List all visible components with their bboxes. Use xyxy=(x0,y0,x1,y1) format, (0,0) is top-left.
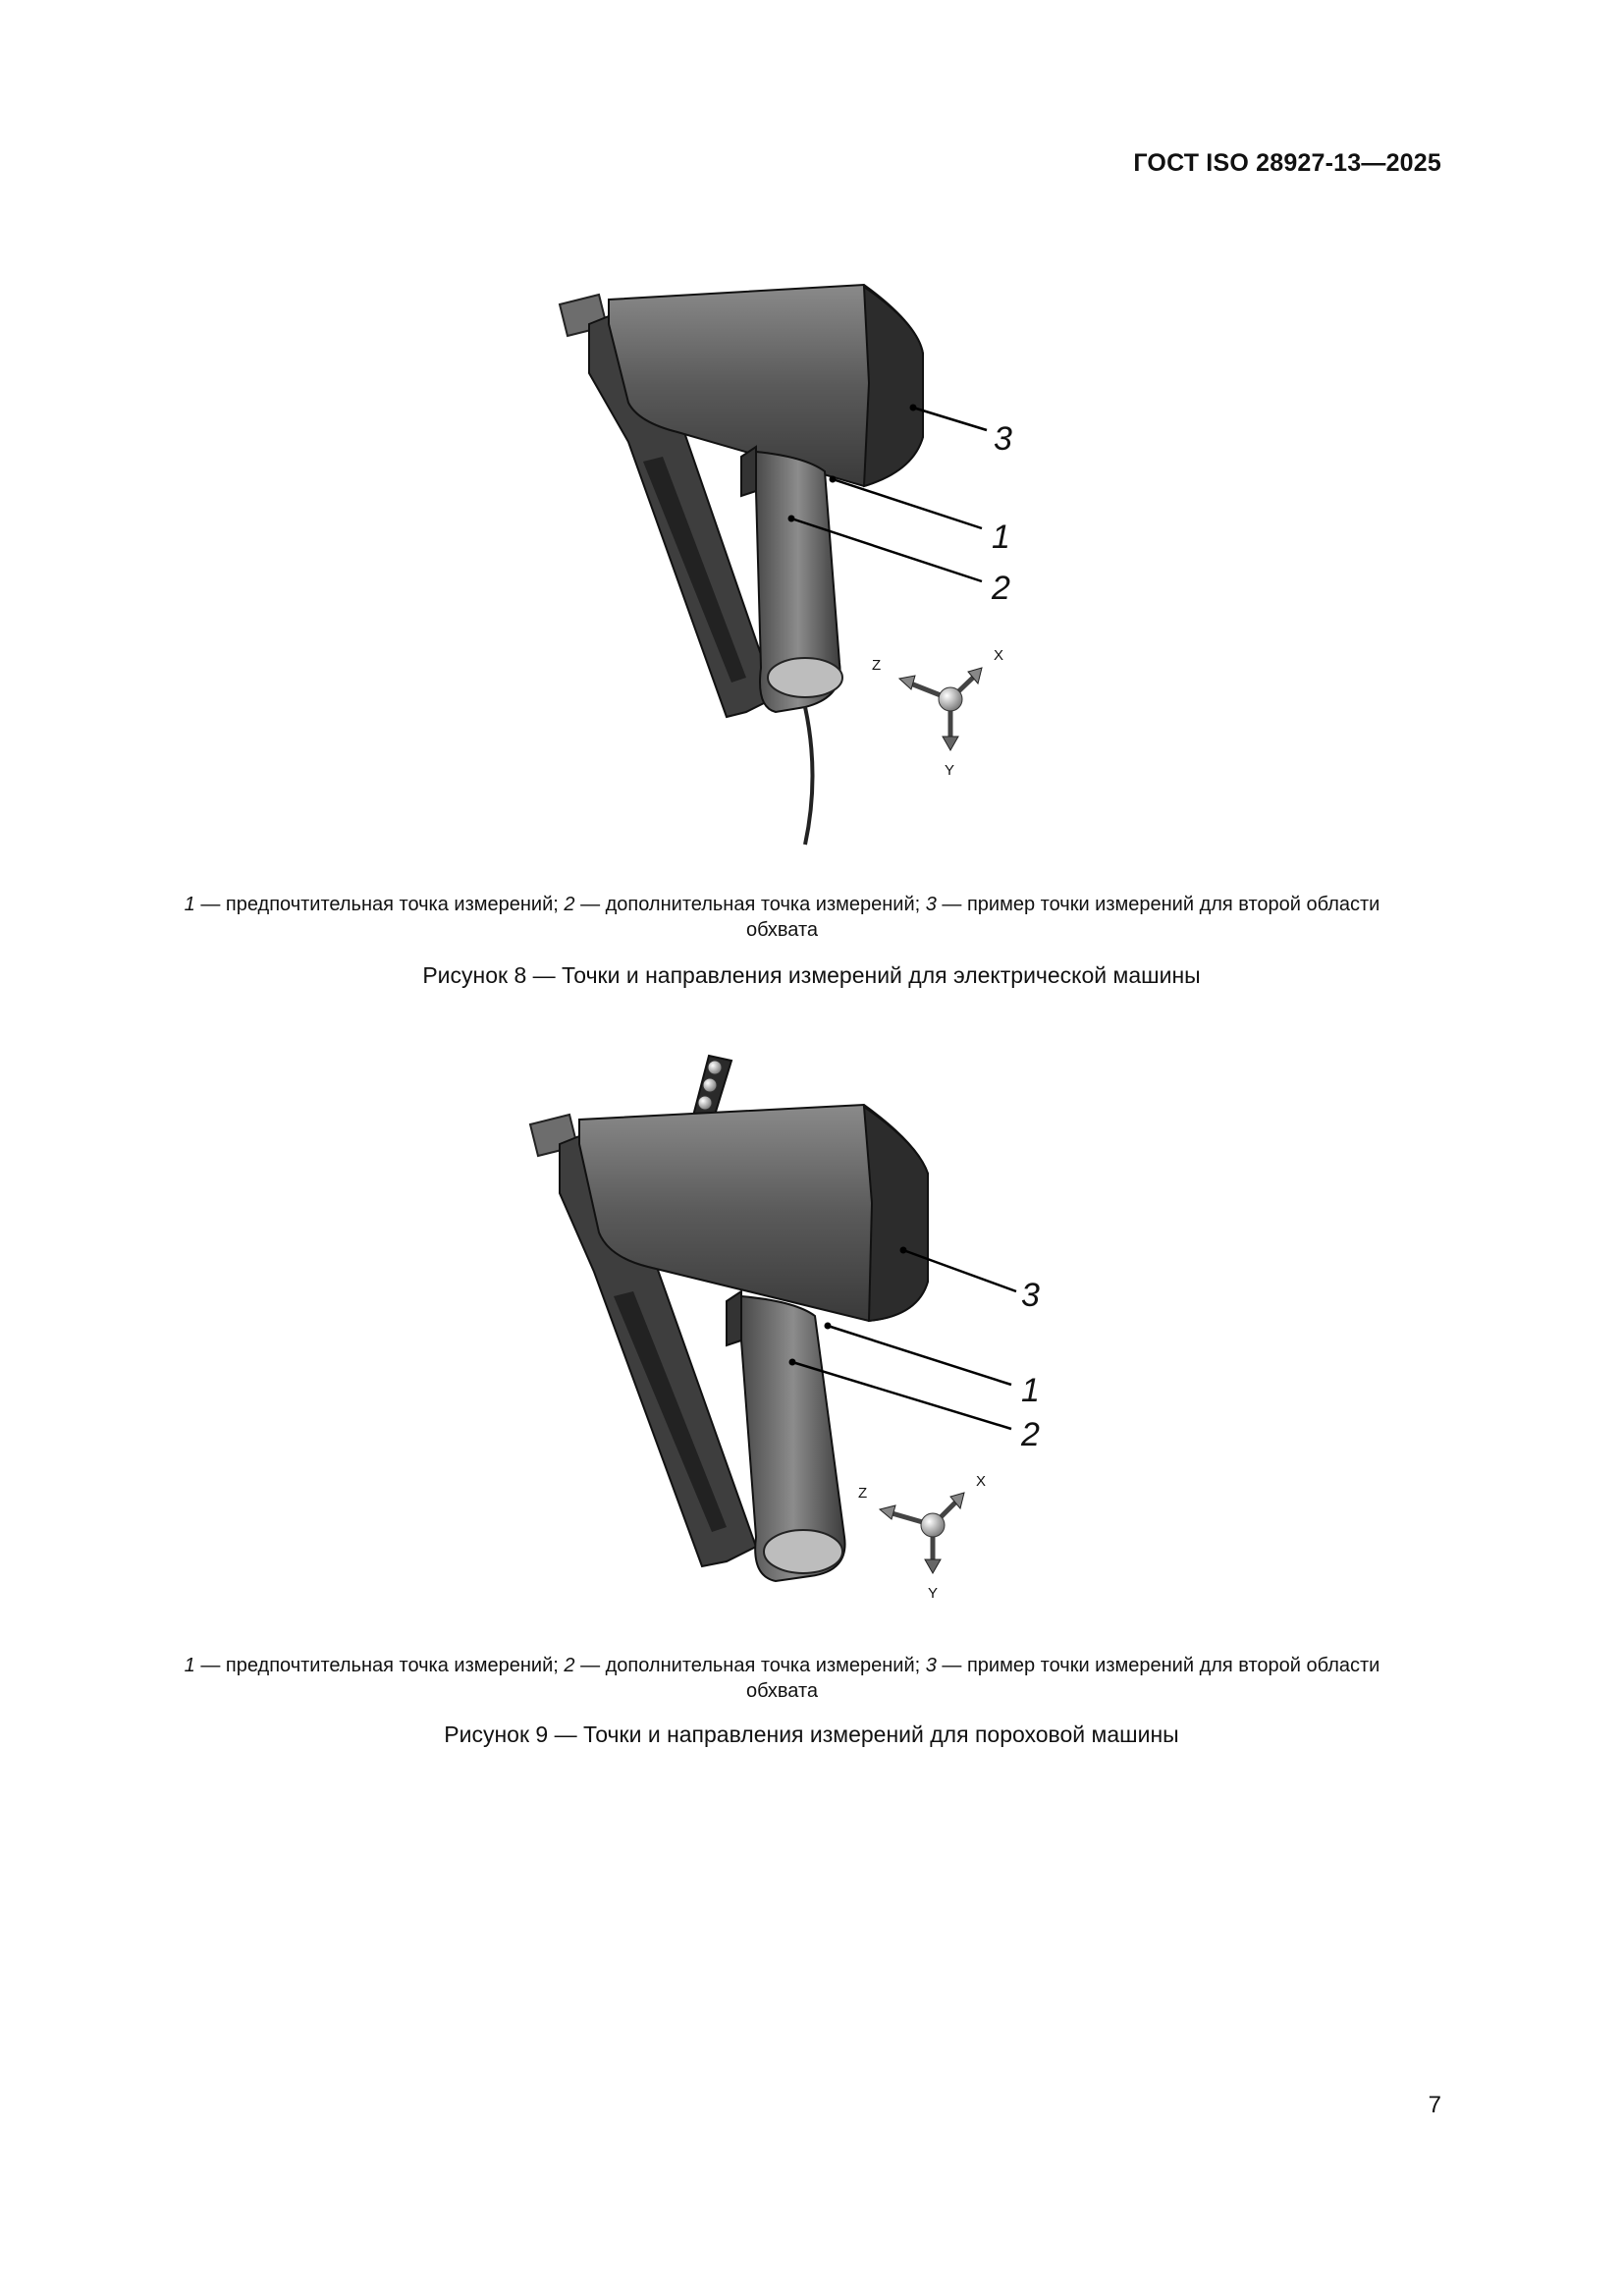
tool-grip-end xyxy=(768,658,842,697)
axes-triad-icon xyxy=(872,647,1003,779)
figure-9-legend: 1 — предпочтительная точка измерений; 2 — дополнительная точка измерений; 3 — пример точки измерений для второй области обхвата xyxy=(184,1655,1380,1702)
cartridge-icon xyxy=(708,1061,722,1074)
document-id: ГОСТ ISO 28927-13—2025 xyxy=(1133,149,1441,177)
leader-line-3 xyxy=(913,408,987,430)
measurement-point-2 xyxy=(789,1359,796,1366)
measurement-point-2 xyxy=(788,516,795,522)
figure-8 xyxy=(0,265,1623,864)
callout-2: 2 xyxy=(1021,1416,1040,1453)
measurement-point-1 xyxy=(830,476,837,483)
leader-line-1 xyxy=(828,1326,1011,1385)
leader-line-1 xyxy=(833,479,982,528)
cartridge-icon xyxy=(698,1096,712,1110)
axis-label-x: X xyxy=(976,1473,987,1490)
page-number: 7 xyxy=(1428,2092,1441,2118)
figure-9-caption: Рисунок 9 — Точки и направления измерений для пороховой машины xyxy=(444,1722,1179,1747)
tool-trigger xyxy=(741,447,756,496)
axis-label-y: Y xyxy=(928,1585,939,1602)
callout-1: 1 xyxy=(1021,1372,1040,1409)
axes-triad-icon xyxy=(858,1473,986,1602)
figure-9 xyxy=(0,1046,1623,1625)
figure-8-drawing xyxy=(0,265,1623,864)
tool-trigger xyxy=(727,1291,741,1345)
callout-3: 3 xyxy=(994,420,1012,458)
measurement-point-3 xyxy=(910,405,917,411)
tool-rear-face xyxy=(864,287,923,486)
axis-label-x: X xyxy=(994,647,1004,664)
figure-9-drawing xyxy=(0,1046,1623,1625)
tool-grip-end xyxy=(764,1530,842,1573)
figure-8-caption: Рисунок 8 — Точки и направления измерений для электрической машины xyxy=(422,962,1201,988)
axis-label-z: Z xyxy=(872,657,882,674)
tool-cable xyxy=(805,707,813,845)
callout-2: 2 xyxy=(992,570,1010,607)
callout-1: 1 xyxy=(992,519,1010,556)
callout-3: 3 xyxy=(1021,1277,1040,1314)
figure-8-legend: 1 — предпочтительная точка измерений; 2 — дополнительная точка измерений; 3 — пример точки измерений для второй области обхвата xyxy=(184,894,1380,941)
axis-label-z: Z xyxy=(858,1485,868,1502)
tool-rear-face xyxy=(864,1107,928,1321)
cartridge-icon xyxy=(703,1078,717,1092)
measurement-point-1 xyxy=(825,1323,832,1330)
measurement-point-3 xyxy=(900,1247,907,1254)
axis-label-y: Y xyxy=(945,762,955,779)
